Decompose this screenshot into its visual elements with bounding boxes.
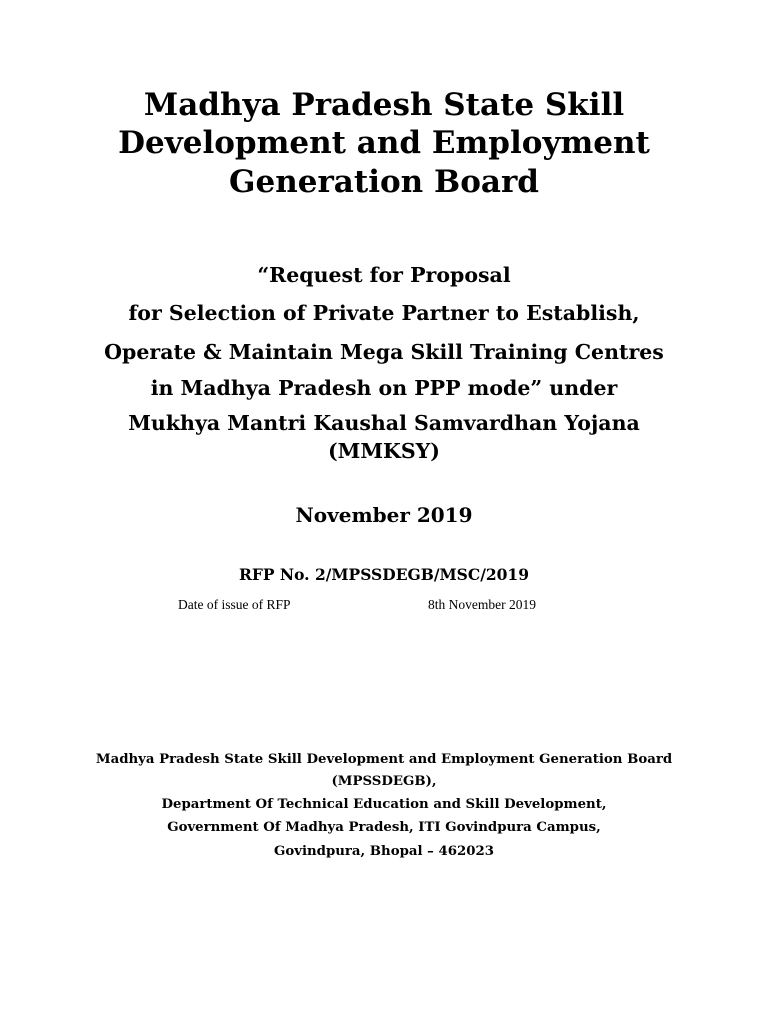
subtitle-line-1: “Request for Proposal: [257, 263, 511, 287]
subtitle-line-4: in Madhya Pradesh on PPP mode” under: [150, 376, 618, 400]
title-line-3: Generation Board: [229, 164, 539, 200]
rfp-number: RFP No. 2/MPSSDEGB/MSC/2019: [238, 565, 529, 584]
address-line-5: Govindpura, Bhopal – 462023: [274, 844, 494, 859]
subtitle-line-5: Mukhya Mantri Kaushal Samvardhan Yojana: [128, 411, 640, 435]
title-line-1: Madhya Pradesh State Skill: [143, 87, 625, 123]
title-line-2: Development and Employment: [118, 125, 650, 161]
subtitle-line-3: Operate & Maintain Mega Skill Training Centres: [104, 340, 664, 364]
document-date: November 2019: [295, 503, 473, 527]
address-line-1: Madhya Pradesh State Skill Development and Employment Generation Board: [95, 752, 673, 767]
subtitle-line-6: (MMKSY): [327, 439, 441, 463]
issue-date-label: Date of issue of RFP: [178, 597, 291, 612]
address-line-2: (MPSSDEGB),: [331, 774, 437, 789]
address-line-3: Department Of Technical Education and Skill Development,: [161, 797, 607, 812]
issue-date-row: [0, 596, 768, 614]
issue-date-value: 8th November 2019: [428, 597, 536, 612]
address-line-4: Government Of Madhya Pradesh, ITI Govindpura Campus,: [167, 820, 601, 835]
subtitle-line-2: for Selection of Private Partner to Establish,: [128, 301, 640, 325]
